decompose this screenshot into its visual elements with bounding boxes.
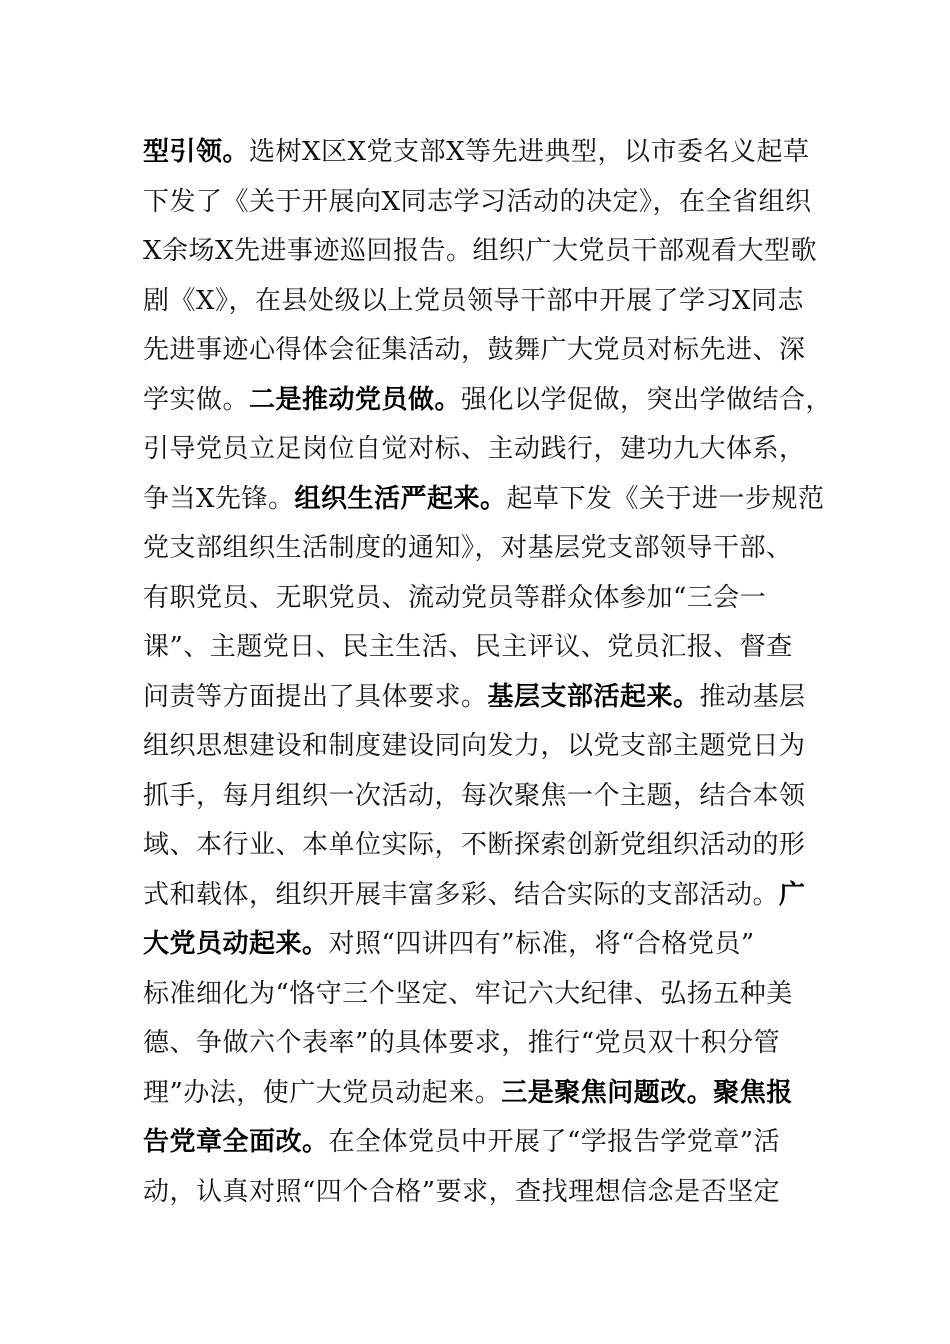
bold-heading-text: 型引领。 — [143, 137, 250, 167]
text-line — [143, 524, 843, 574]
text-line — [143, 673, 843, 723]
body-text-segment: 理”办法，使广大党员动起来。 — [143, 1077, 502, 1108]
text-line — [143, 871, 843, 921]
body-text-segment: 引导党员立足岗位自觉对标、主动践行，建功九大体系， — [143, 434, 806, 464]
text-line — [143, 1118, 843, 1168]
body-text-segment: 先进事迹心得体会征集活动，鼓舞广大党员对标先进、深 — [143, 335, 806, 365]
body-text — [143, 128, 843, 1217]
text-line — [143, 1069, 843, 1119]
text-line — [143, 970, 843, 1020]
body-text-segment: 有职党员、无职党员、流动党员等群众体参加“三会一 — [143, 582, 767, 613]
body-text-segment: 剧《X》，在县处级以上党员领导干部中开展了学习X同志 — [143, 285, 805, 316]
text-line — [143, 128, 843, 178]
text-line — [143, 772, 843, 822]
text-line — [143, 475, 843, 525]
body-text-segment: 学实做。 — [143, 384, 250, 415]
bold-heading-text: 大党员动起来。 — [143, 929, 329, 959]
bold-heading-text: 告党章全面改。 — [143, 1127, 329, 1157]
text-line — [143, 623, 843, 673]
text-line — [143, 821, 843, 871]
body-text-segment: X余场X先进事迹巡回报告。组织广大党员干部观看大型歌 — [143, 236, 818, 266]
text-line — [143, 227, 843, 277]
text-line — [143, 1019, 843, 1069]
bold-heading-text: 基层支部活起来。 — [487, 681, 700, 712]
body-text-segment: 域、本行业、本单位实际，不断探索创新党组织活动的形 — [143, 830, 806, 860]
text-line — [143, 277, 843, 327]
body-text-segment: 组织思想建设和制度建设同向发力，以党支部主题党日为 — [143, 731, 806, 761]
body-text-segment: 推动基层 — [699, 681, 806, 712]
text-line — [143, 920, 843, 970]
body-text-segment: 起草下发《关于进一步规范 — [506, 483, 825, 514]
body-text-segment: 争当X先锋。 — [143, 483, 295, 514]
body-text-segment: 选树X区X党支部X等先进典型，以市委名义起草 — [249, 137, 810, 167]
body-text-segment: 课”、主题党日、民主生活、民主评议、党员汇报、督查 — [143, 632, 793, 662]
text-line — [143, 425, 843, 475]
text-line — [143, 574, 843, 624]
body-text-segment: 下发了《关于开展向X同志学习活动的决定》，在全省组织 — [143, 186, 812, 217]
bold-heading-text: 组织生活严起来。 — [294, 483, 507, 514]
body-text-segment: 对照“四讲四有”标准，将“合格党员” — [328, 929, 755, 959]
text-line — [143, 326, 843, 376]
bold-heading-text: 二是推动党员做。 — [249, 384, 462, 415]
body-text-segment: 式和载体，组织开展丰富多彩、结合实际的支部活动。 — [143, 879, 780, 910]
body-text-segment: 问责等方面提出了具体要求。 — [143, 681, 488, 712]
body-text-segment: 抓手，每月组织一次活动，每次聚焦一个主题，结合本领 — [143, 780, 806, 811]
body-text-segment: 德、争做六个表率”的具体要求，推行“党员双十积分管 — [143, 1028, 781, 1058]
text-line — [143, 1168, 843, 1218]
text-line — [143, 722, 843, 772]
body-text-segment: 在全体党员中开展了“学报告学党章”活 — [328, 1127, 781, 1157]
text-line — [143, 178, 843, 228]
body-text-segment: 强化以学促做，突出学做结合， — [461, 384, 833, 415]
bold-heading-text: 三是聚焦问题改。聚焦报 — [501, 1077, 793, 1108]
body-text-segment: 动，认真对照“四个合格”要求，查找理想信念是否坚定 — [143, 1176, 781, 1207]
body-text-segment: 党支部组织生活制度的通知》，对基层党支部领导干部、 — [143, 533, 793, 563]
text-line — [143, 376, 843, 426]
body-text-segment: 标准细化为“恪守三个坚定、牢记六大纪律、弘扬五种美 — [143, 978, 793, 1009]
bold-heading-text: 广 — [779, 879, 806, 910]
